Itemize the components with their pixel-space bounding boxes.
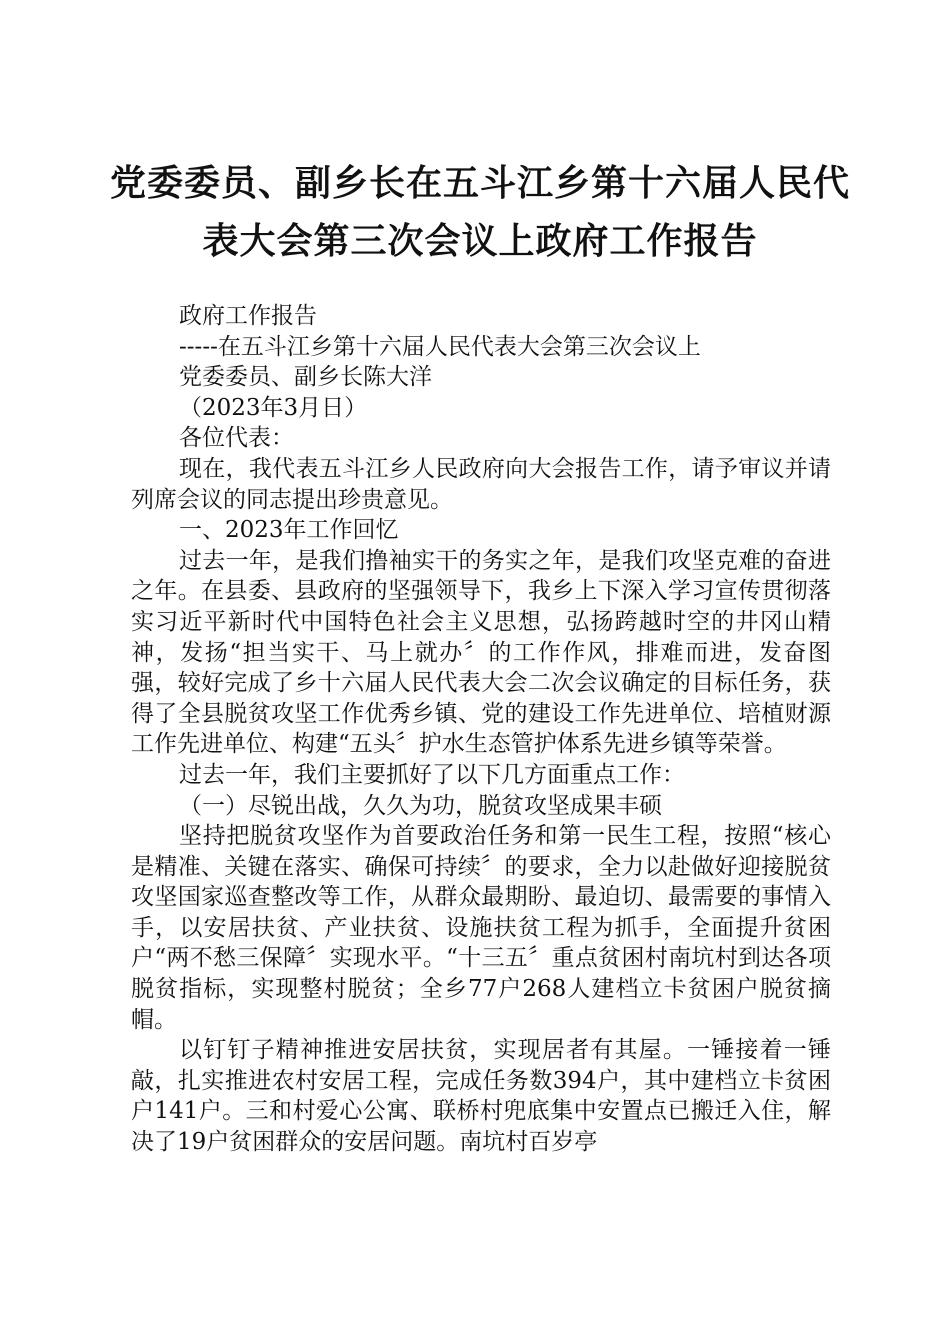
salutation: 各位代表：	[179, 425, 294, 452]
section-heading: 一、2023年工作回忆	[179, 517, 399, 544]
report-speaker: 党委委员、副乡长陈大洋	[179, 364, 432, 391]
subsection-heading: （一）尽锐出战，久久为功，脱贫攻坚成果丰硕	[179, 792, 662, 819]
body-paragraph: 坚持把脱贫攻坚作为首要政治任务和第一民生工程，按照“核心是精准、关键在落实、确保可持续〞的要求，全力以赴做好迎接脱贫攻坚国家巡查整改等工作，从群众最期盼、最迫切、最需要的事情入手，以安居扶贫、产业扶贫、设施扶贫工程为抓手，全面提升贫困户“两不愁三保障〞实现水平。“十三五〞重点贫困村南坑村到达各项脱贫指标，实现整村脱贫；全乡77户268人建档立卡贫困户脱贫摘帽。	[131, 823, 831, 1033]
document-title-line-1: 党委委员、副乡长在五斗江乡第十六届人民代	[110, 163, 851, 204]
body-paragraph: 以钉钉子精神推进安居扶贫，实现居者有其屋。一锤接着一锤敲，扎实推进农村安居工程，完成任务数394户，其中建档立卡贫困户141户。三和村爱心公寓、联桥村兜底集中安置点已搬迁入住，解决了19户贫困群众的安居问题。南坑村百岁亭	[131, 1037, 831, 1156]
body-paragraph: 过去一年，我们主要抓好了以下几方面重点工作：	[179, 761, 685, 788]
report-date: （2023年3月日）	[179, 394, 368, 421]
report-subtitle: 政府工作报告	[179, 303, 317, 329]
document-body	[131, 301, 831, 1158]
body-paragraph: 过去一年，是我们撸袖实干的务实之年，是我们攻坚克难的奋进之年。在县委、县政府的坚强领导下，我乡上下深入学习宣传贯彻落实习近平新时代中国特色社会主义思想，弘扬跨越时空的井冈山精神，发扬“担当实干、马上就办〞的工作作风，排难而进，发奋图强，较好完成了乡十六届人民代表大会二次会议确定的目标任务，获得了全县脱贫攻坚工作优秀乡镇、党的建设工作先进单位、培植财源工作先进单位、构建“五头〞护水生态管护体系先进乡镇等荣誉。	[131, 547, 831, 758]
report-occasion: -----在五斗江乡第十六届人民代表大会第三次会议上	[179, 333, 701, 360]
body-paragraph: 现在，我代表五斗江乡人民政府向大会报告工作，请予审议并请列席会议的同志提出珍贵意见。	[131, 455, 831, 513]
document-title-line-2: 表大会第三次会议上政府工作报告	[202, 221, 758, 262]
